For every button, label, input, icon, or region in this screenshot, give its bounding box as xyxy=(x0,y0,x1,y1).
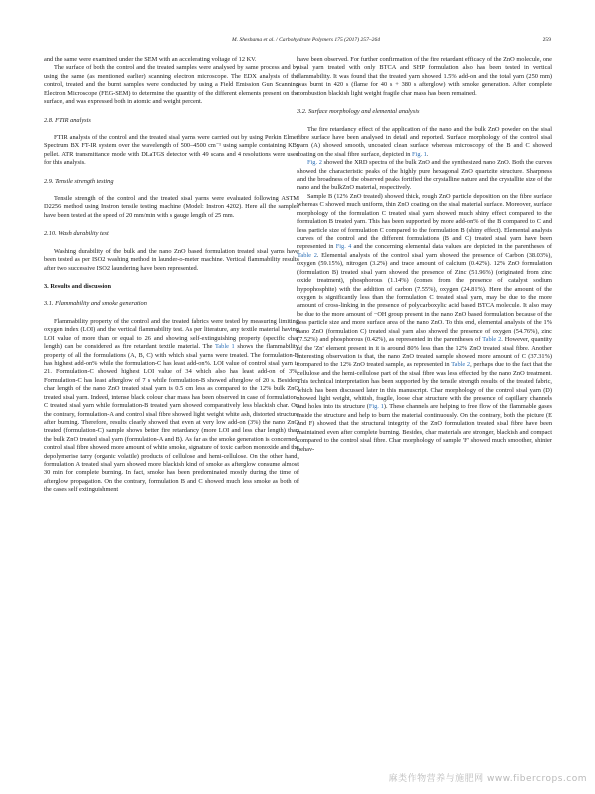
text-run: Sample B (12% ZnO treated) showed thick, rough ZnO particle deposition on the fibre surface whereas C showed much uniform, thin ZnO coating on the sisal material surface. Moreover, surface morphology of the formulation C treated sisal yarn showed much shiny effect compared to the formulation B treated yarn. This has been supported by more add-on% of the B compared to C and less particle size of formulation C compared to the formulation B (shiny effect). Elemental analysis curves of the control and the different formulations (B and C) treated sisal yarn have been represented in xyxy=(297,192,552,251)
paragraph xyxy=(297,159,552,193)
text-run: The fire retardancy effect of the application of the nano and the bulk ZnO powder on the sisal fibre surface have been analysed in detail and reported. Surface morphology of the control sisal yarn (A) showed smooth, uncoated clean surface whereas microscopy of the B and C showed coating on the sisal fibre surface, depicted in xyxy=(297,125,552,158)
paragraph: Tensile strength of the control and the treated sisal yarns were evaluated following ASTM D2256 method using Instron tensile testing machine (Model: Instron 4202). Here all the samples have been tested at the speed of 20 mm/min with s gauge length of 25 mm. xyxy=(44,195,299,219)
section-heading-results: 3. Results and discussion xyxy=(44,283,111,291)
text-run: shows the flammability property of all the formulations (A, B, C) with which sisal yarns were treated. The formulation-B has highest add-on% while the formulation-C has least add-on%. LOI value of control sisal yarn is 21. Formulation-C showed highest LOI value of 34 which also has least add-on of 3%. Formulation-C has least afterglow of 7 s while formulation-B showed afterglow of 20 s. Besides, char length of the nano ZnO treated sisal yarn is 0.5 cm less as compared to the 12% bulk ZnO treated sisal yarn. Indeed, intense black colour char mass has been observed in case of formulation-C treated sisal yarn while formulation-B treated yarn showed comparatively less blackish char. On the contrary, formulation-A and control sisal fibre showed light weight white ash, distorted structure after burning. Therefore, results clearly showed that even at very low add-on (3%) the nano ZnO treated (formulation-C) sample shows better fire retardancy (more LOI and less char length) than the bulk ZnO treated sisal yarn (formulation-A and B). As far as the smoke generation is concerned, control sisal fibre showed more amount of white smoke, signature of toxic carbon monoxide and the depolymerise tarry (organic volatile) products of cellulose and hemi-cellulose. On the other hand, formulation A treated sisal yarn showed more blackish kind of smoke as afterglow consume almost 30 min for complete burning. In fact, smoke has been predominated mostly during the time of afterglow propagation. On the contrary, formulation B and C showed much less smoke as both of the cases self extinguishment xyxy=(44,343,299,494)
running-header xyxy=(0,37,595,49)
table-2-link[interactable]: Table 2 xyxy=(451,361,471,369)
section-heading-wash: 2.10. Wash durability test xyxy=(44,230,109,238)
paragraph xyxy=(44,318,299,495)
running-title: M. Sheshama et al. / Carbohydrate Polymers 175 (2017) 257–264 xyxy=(232,37,381,43)
site-watermark: 麻类作物营养与施肥网 www.fibercrops.com xyxy=(388,774,587,784)
left-column xyxy=(44,56,299,776)
paragraph: Washing durability of the bulk and the nano ZnO based formulation treated sisal yarns have been tested as per ISO2 washing method in launder-o-meter machine. Vertical flammability results after two successive ISO2 laundering have been represented. xyxy=(44,247,299,272)
text-run: ). These channels are helping to free flow of the flammable gases inside the structure and help to burn the material continuously. On the contrary, both the picture (E and F) showed that the structural integrity of the ZnO formulation treated sisal fibre have been maintained even after complete burning. Besides, char materials are stronger, blackish and compact compared to the control sisal fibre. Char morphology of sample 'F' showed much smoother, shinier behav- xyxy=(297,403,552,453)
text-run: , perhaps due to the fact that the cellulose and the hemi-cellulose part of the sisal fibre was less effected by the nano ZnO treatment. This technical interpretation has been supported by the tensile strength results of the treated fabric, which has been discussed later in this manuscript. Char morphology of the control sisal yarn (D) showed light weight, whitish, fragile, loose char structure with the presence of capillary channels and holes into its structure ( xyxy=(297,361,552,411)
section-heading-ftir: 2.8. FTIR analysis xyxy=(44,116,91,124)
paragraph xyxy=(297,126,552,160)
text-run: and the concerning elemental data values are depicted in the parentheses of xyxy=(351,243,552,251)
text-run: Flammability property of the control and the treated fabrics were tested by measuring limiting oxygen index (LOI) and the vertical flammability test. As per literature, any textile material having LOI value of more than or equal to 26 and showing self-extinguishing property (specific char length) can be considered as fire retardant textile material. The xyxy=(44,317,299,351)
section-heading-surface: 3.2. Surface morphology and elemental analysis xyxy=(297,108,420,116)
table-1-link[interactable]: Table 1 xyxy=(214,343,235,351)
section-heading-flammability: 3.1. Flammability and smoke generation xyxy=(44,300,147,308)
paragraph: FTIR analysis of the control and the treated sisal yarns were carried out by using Perkin Elmer Spectrum BX FT-IR system over the wavelength of 500–4500 cm⁻¹ using sample containing KBr pellet. ATR transmittance mode with DLaTGS detector with 49 scans and 4 resolutions were used for this analysis. xyxy=(44,133,299,167)
table-2-link[interactable]: Table 2 xyxy=(482,336,502,344)
table-2-link[interactable]: Table 2 xyxy=(297,251,317,259)
right-column xyxy=(297,56,552,776)
fig-2-link[interactable]: Fig. 2 xyxy=(307,159,322,167)
fig-1-link[interactable]: Fig. 1 xyxy=(368,403,384,411)
text-run: . xyxy=(426,150,429,158)
text-run: . However, quantity of the 'Zn' element present in it is around 80% less than the 12% ZnO treated sisal fibre. Another interesting observation is that, the nano ZnO treated sample showed more amount of C (37.31%) compared to the 12% ZnO treated sample, as represented in xyxy=(297,336,552,369)
paragraph: and the same were examined under the SEM with an accelerating voltage of 12 KV. xyxy=(44,56,257,63)
paragraph: The surface of both the control and the treated samples were analysed by same process and by using the same (as mentioned earlier) scanning electron microscope. The EDX analysis of the control, treated and the burnt samples were conducted by using a Field Emission Gun Scanning Electron Microscope (FEG-SEM) to determine the quantity of the different elements present on the surface, and was expressed both in atomic and weight percent. xyxy=(44,64,299,106)
fig-1-link[interactable]: Fig. 1 xyxy=(412,150,427,158)
section-heading-tensile: 2.9. Tensile strength testing xyxy=(44,177,114,185)
page-number: 259 xyxy=(542,37,551,43)
text-run: . Elemental analysis of the control sisal yarn showed the presence of Carbon (38.03%), oxygen (59.15%), nitrogen (3.2%) and trace amount of calcium (0.42%). 12% ZnO formulation (formulation B) treated sisal yarn showed the presence of Zinc (51.96%) (originated from zinc oxide treatment), phosphorous (1.14%) (comes from the presence of catalyst sodium hypophosphite) with the addition of carbon (7.55%), oxygen (24.81%). Here the amount of the oxygen is significantly less than the formulation C treated sisal yarn, may be due to the more amount of cross-linking in the presence of polycarboxylic acid based BTCA molecule. It also may be due to the more amount of −OH group present in the nano ZnO based formulation because of the less particle size and more surface area of the nano ZnO. To this end, elemental analysis of the 1% nano ZnO (formulation C) treated sisal yarn also showed the presence of oxygen (54.76%), zinc (7.52%) and phosphorous (0.42%), as represented in the parentheses of xyxy=(297,251,552,344)
paragraph xyxy=(297,193,552,454)
paragraph: have been observed. For further confirmation of the fire retardant efficacy of the ZnO molecule, one sisal yarn treated with only BTCA and SHP formulation also has been tested in vertical flammability. It was found that the treated yarn showed 1.5% add-on and the total yarn (250 mm) was burnt in 420 s (flame for 40 s + 380 s afterglow) with smoke generation. After complete combustion blackish light weight fragile char mass has been remained. xyxy=(297,56,552,97)
fig-4-link[interactable]: Fig. 4 xyxy=(335,243,352,251)
text-run: showed the XRD spectra of the bulk ZnO and the synthesized nano ZnO. Both the curves showed the characteristic peaks of the highly pure hexagonal ZnO quartzite structure. Sharpness and the broadness of the observed peaks fortified the crystalline nature and the crystallite size of the nano and the bulkZnO material, respectively. xyxy=(297,159,552,192)
